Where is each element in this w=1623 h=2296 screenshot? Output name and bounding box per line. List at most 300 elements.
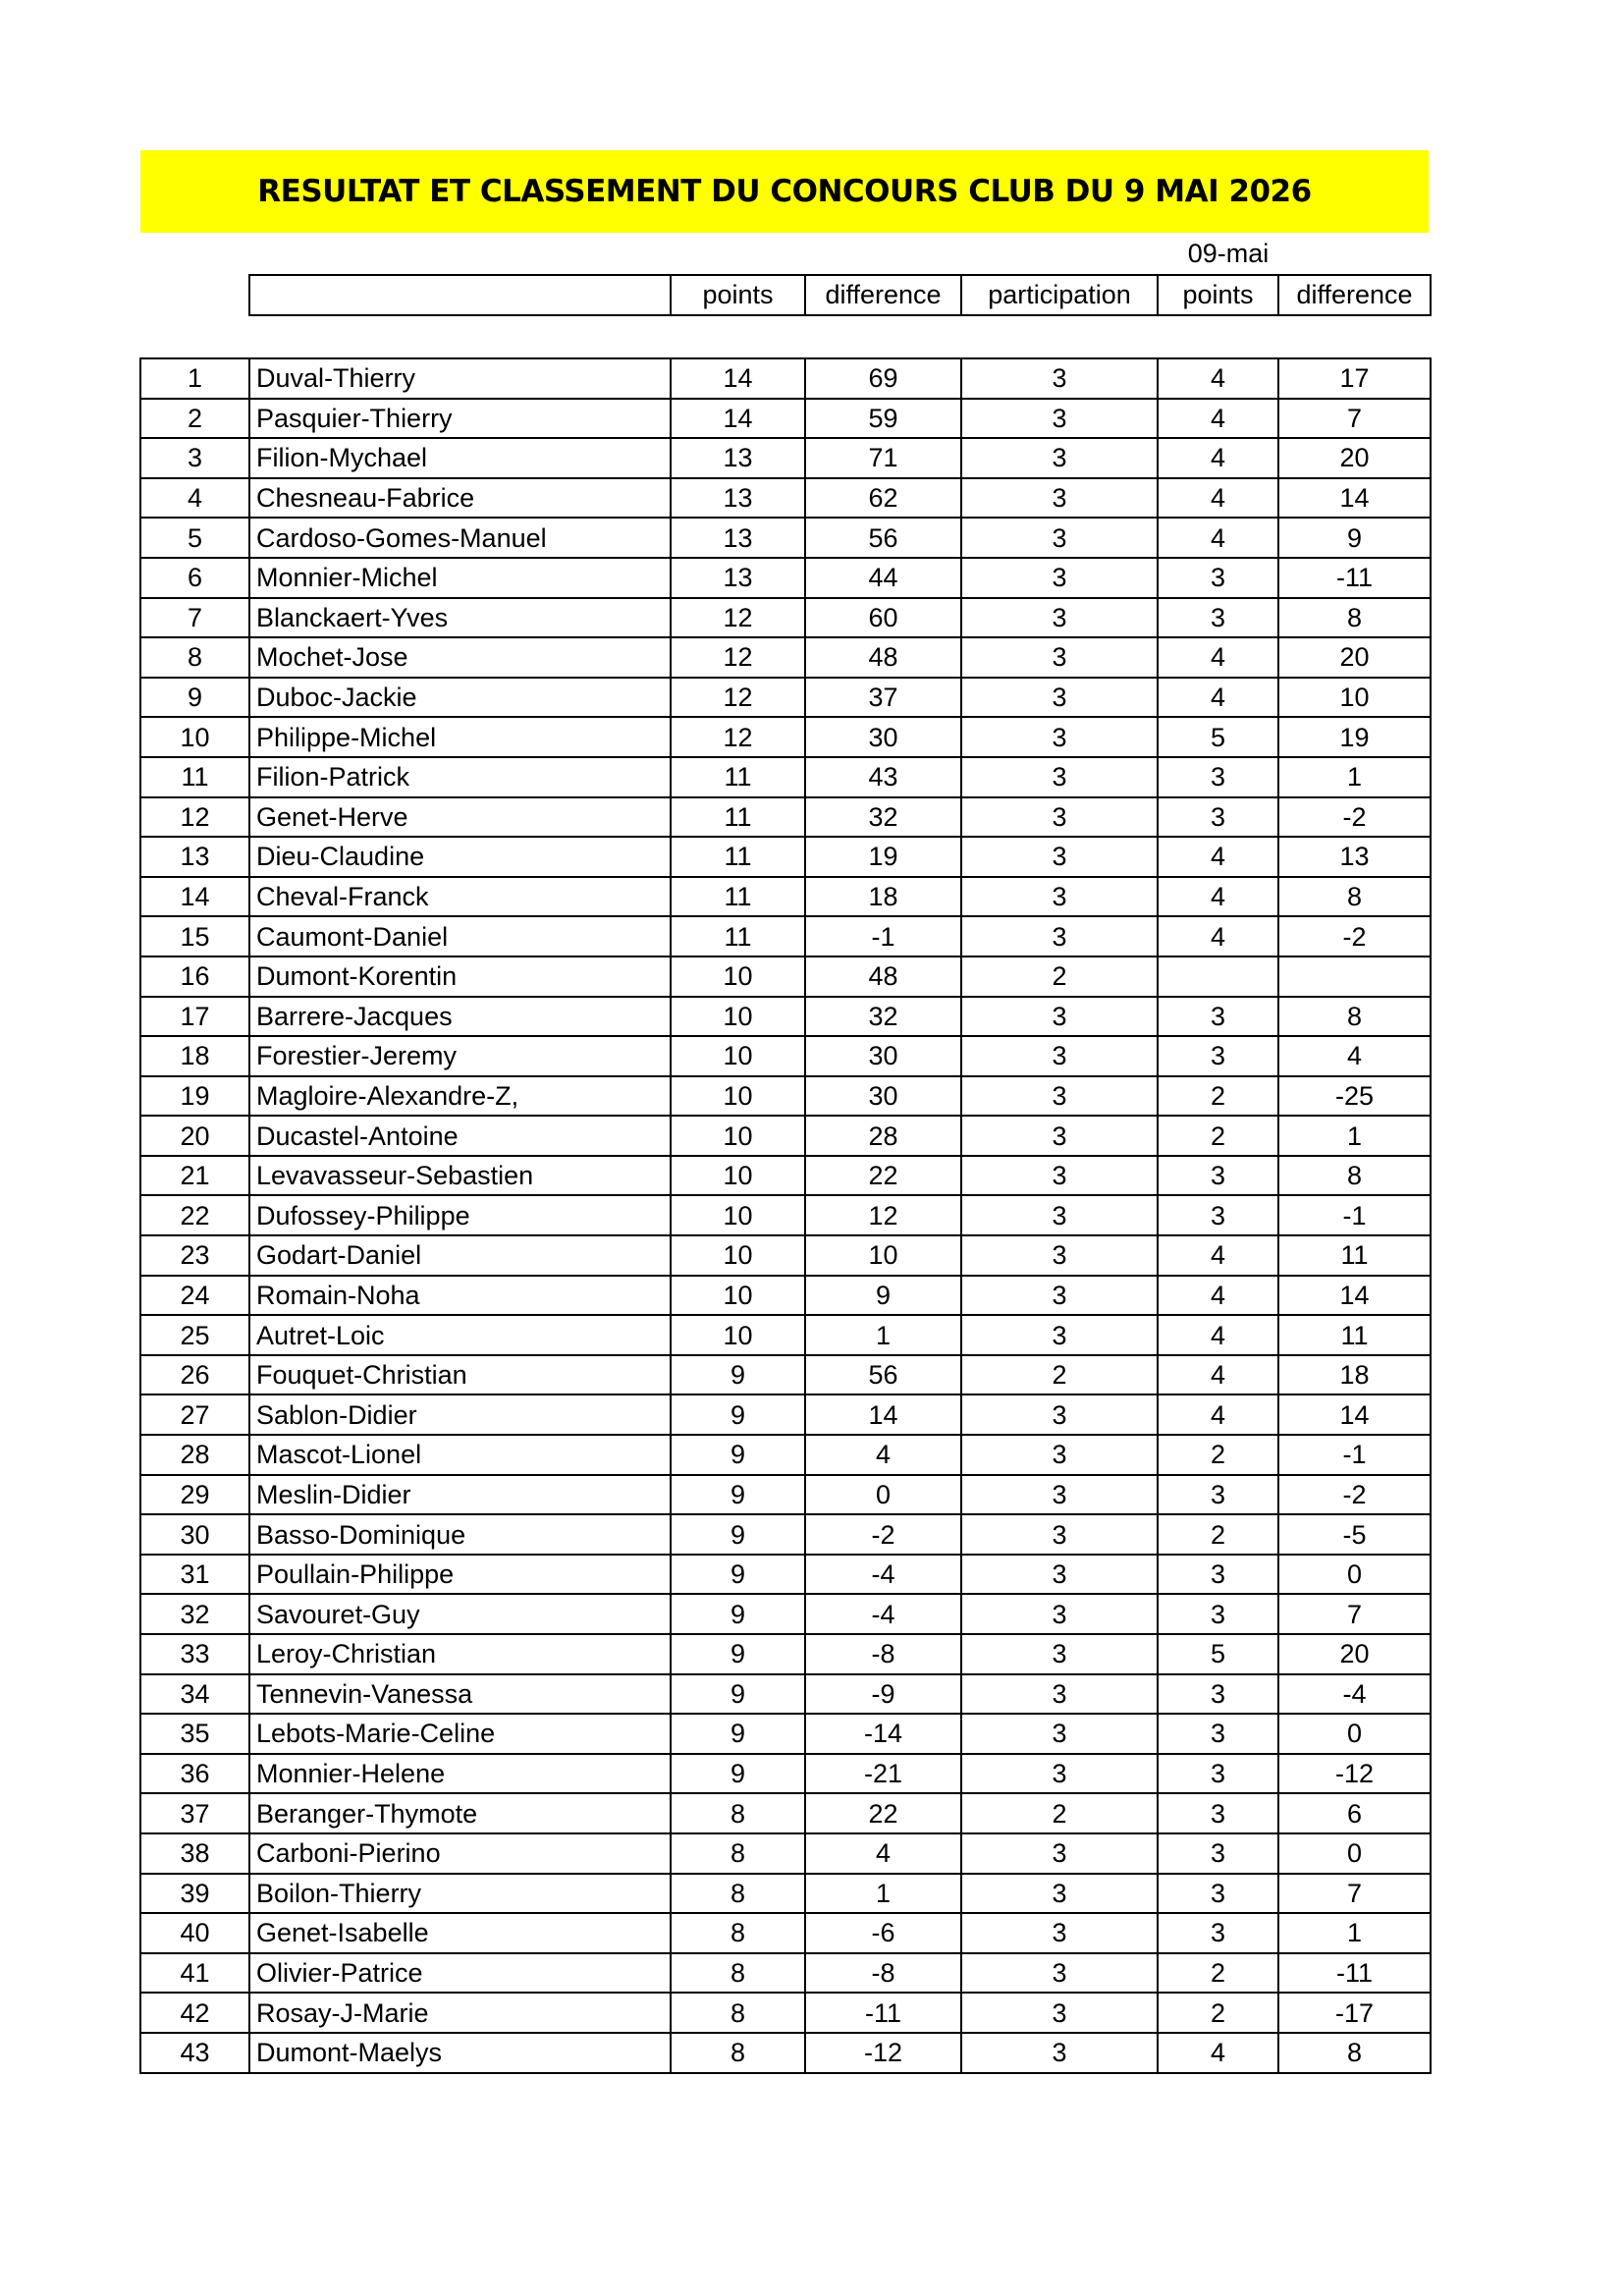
- participation-cell: 3: [961, 1634, 1158, 1674]
- rank-cell: 38: [140, 1833, 249, 1874]
- participation-cell: 3: [961, 757, 1158, 797]
- table-row: [140, 438, 1431, 478]
- day-points-cell: 4: [1158, 518, 1278, 558]
- day-difference-cell: 20: [1278, 637, 1431, 678]
- table-row: [140, 1156, 1431, 1196]
- day-points-cell: 3: [1158, 1036, 1278, 1076]
- difference-cell: -11: [805, 1993, 961, 2033]
- day-points-cell: 3: [1158, 1195, 1278, 1235]
- difference-cell: -21: [805, 1754, 961, 1794]
- table-row: [140, 1833, 1431, 1874]
- difference-cell: -6: [805, 1913, 961, 1953]
- table-row: [140, 1195, 1431, 1235]
- day-points-cell: 3: [1158, 1475, 1278, 1515]
- difference-cell: 18: [805, 877, 961, 917]
- player-name-cell: Pasquier-Thierry: [249, 399, 671, 439]
- difference-cell: 22: [805, 1793, 961, 1833]
- rank-cell: 10: [140, 717, 249, 757]
- day-difference-cell: -2: [1278, 916, 1431, 957]
- player-name-cell: Sablon-Didier: [249, 1394, 671, 1435]
- difference-cell: 1: [805, 1874, 961, 1914]
- rank-cell: 42: [140, 1993, 249, 2033]
- rank-cell: 24: [140, 1276, 249, 1316]
- points-cell: 9: [671, 1514, 805, 1555]
- table-row: [140, 1714, 1431, 1754]
- day-points-cell: 2: [1158, 1514, 1278, 1555]
- player-name-cell: Dumont-Korentin: [249, 957, 671, 997]
- table-row: [140, 1076, 1431, 1117]
- day-difference-cell: 0: [1278, 1555, 1431, 1595]
- participation-cell: 3: [961, 1674, 1158, 1715]
- player-name-cell: Barrere-Jacques: [249, 997, 671, 1037]
- rank-cell: 22: [140, 1195, 249, 1235]
- difference-cell: -9: [805, 1674, 961, 1715]
- day-difference-cell: 7: [1278, 399, 1431, 439]
- player-name-cell: Philippe-Michel: [249, 717, 671, 757]
- points-cell: 10: [671, 1235, 805, 1276]
- points-cell: 9: [671, 1634, 805, 1674]
- points-cell: 10: [671, 1036, 805, 1076]
- table-row: [140, 1276, 1431, 1316]
- player-name-cell: Autret-Loic: [249, 1315, 671, 1355]
- points-cell: 9: [671, 1754, 805, 1794]
- points-cell: 9: [671, 1714, 805, 1754]
- points-cell: 8: [671, 1793, 805, 1833]
- participation-cell: 3: [961, 1594, 1158, 1634]
- day-points-cell: 3: [1158, 1913, 1278, 1953]
- rank-cell: 43: [140, 2033, 249, 2073]
- day-difference-cell: 1: [1278, 1913, 1431, 1953]
- participation-cell: 2: [961, 957, 1158, 997]
- table-row: [140, 837, 1431, 877]
- day-difference-cell: -11: [1278, 558, 1431, 598]
- points-cell: 10: [671, 1276, 805, 1316]
- table-row: [140, 1355, 1431, 1395]
- participation-cell: 2: [961, 1355, 1158, 1395]
- player-name-cell: Ducastel-Antoine: [249, 1116, 671, 1156]
- day-difference-cell: 11: [1278, 1315, 1431, 1355]
- participation-cell: 3: [961, 637, 1158, 678]
- difference-cell: 56: [805, 518, 961, 558]
- table-row: [140, 1594, 1431, 1634]
- player-name-cell: Dumont-Maelys: [249, 2033, 671, 2073]
- day-difference-cell: 1: [1278, 1116, 1431, 1156]
- day-difference-cell: 20: [1278, 1634, 1431, 1674]
- points-cell: 12: [671, 717, 805, 757]
- table-row: [140, 2033, 1431, 2073]
- player-name-cell: Basso-Dominique: [249, 1514, 671, 1555]
- player-name-cell: Romain-Noha: [249, 1276, 671, 1316]
- day-points-cell: 2: [1158, 1435, 1278, 1475]
- table-row: [140, 1793, 1431, 1833]
- day-points-cell: 4: [1158, 1315, 1278, 1355]
- player-name-cell: Caumont-Daniel: [249, 916, 671, 957]
- day-difference-cell: 8: [1278, 1156, 1431, 1196]
- participation-cell: 3: [961, 837, 1158, 877]
- difference-cell: 4: [805, 1435, 961, 1475]
- player-name-cell: Monnier-Helene: [249, 1754, 671, 1794]
- points-cell: 9: [671, 1555, 805, 1595]
- day-difference-cell: 8: [1278, 877, 1431, 917]
- day-points-cell: 3: [1158, 1754, 1278, 1794]
- day-points-cell: 3: [1158, 1156, 1278, 1196]
- difference-cell: -4: [805, 1594, 961, 1634]
- player-name-cell: Mochet-Jose: [249, 637, 671, 678]
- player-name-cell: Cardoso-Gomes-Manuel: [249, 518, 671, 558]
- rank-cell: 39: [140, 1874, 249, 1914]
- header-difference: difference: [805, 275, 961, 315]
- table-row: [140, 1514, 1431, 1555]
- difference-cell: 69: [805, 358, 961, 399]
- rank-cell: 17: [140, 997, 249, 1037]
- difference-cell: 56: [805, 1355, 961, 1395]
- day-points-cell: 3: [1158, 1874, 1278, 1914]
- table-row: [140, 598, 1431, 638]
- day-difference-cell: 11: [1278, 1235, 1431, 1276]
- day-points-cell: 4: [1158, 399, 1278, 439]
- difference-cell: 19: [805, 837, 961, 877]
- difference-cell: -1: [805, 916, 961, 957]
- participation-cell: 3: [961, 1235, 1158, 1276]
- day-difference-cell: [1278, 957, 1431, 997]
- day-points-cell: 3: [1158, 997, 1278, 1037]
- points-cell: 10: [671, 1076, 805, 1117]
- day-points-cell: [1158, 957, 1278, 997]
- player-name-cell: Filion-Mychael: [249, 438, 671, 478]
- rank-cell: 33: [140, 1634, 249, 1674]
- difference-cell: 30: [805, 1076, 961, 1117]
- day-points-cell: 4: [1158, 358, 1278, 399]
- participation-cell: 3: [961, 916, 1158, 957]
- rank-cell: 12: [140, 797, 249, 838]
- player-name-cell: Forestier-Jeremy: [249, 1036, 671, 1076]
- rank-cell: 28: [140, 1435, 249, 1475]
- rank-cell: 30: [140, 1514, 249, 1555]
- rank-cell: 1: [140, 358, 249, 399]
- player-name-cell: Poullain-Philippe: [249, 1555, 671, 1595]
- player-name-cell: Godart-Daniel: [249, 1235, 671, 1276]
- day-difference-cell: 19: [1278, 717, 1431, 757]
- difference-cell: 12: [805, 1195, 961, 1235]
- table-row: [140, 1634, 1431, 1674]
- participation-cell: 3: [961, 1953, 1158, 1994]
- day-points-cell: 4: [1158, 1355, 1278, 1395]
- participation-cell: 3: [961, 678, 1158, 718]
- day-points-cell: 2: [1158, 1953, 1278, 1994]
- day-difference-cell: -2: [1278, 797, 1431, 838]
- column-header-table: [248, 274, 1432, 316]
- player-name-cell: Chesneau-Fabrice: [249, 478, 671, 519]
- table-row: [140, 877, 1431, 917]
- day-points-cell: 3: [1158, 1714, 1278, 1754]
- day-points-cell: 2: [1158, 1076, 1278, 1117]
- header-participation: participation: [961, 275, 1158, 315]
- difference-cell: 1: [805, 1315, 961, 1355]
- difference-cell: 48: [805, 957, 961, 997]
- points-cell: 8: [671, 1874, 805, 1914]
- rank-cell: 2: [140, 399, 249, 439]
- difference-cell: 32: [805, 997, 961, 1037]
- points-cell: 10: [671, 997, 805, 1037]
- rank-cell: 18: [140, 1036, 249, 1076]
- points-cell: 10: [671, 1195, 805, 1235]
- table-row: [140, 1754, 1431, 1794]
- day-difference-cell: 4: [1278, 1036, 1431, 1076]
- table-row: [140, 757, 1431, 797]
- difference-cell: 37: [805, 678, 961, 718]
- participation-cell: 3: [961, 1555, 1158, 1595]
- difference-cell: 71: [805, 438, 961, 478]
- points-cell: 11: [671, 837, 805, 877]
- points-cell: 10: [671, 1156, 805, 1196]
- day-difference-cell: 7: [1278, 1594, 1431, 1634]
- rank-cell: 5: [140, 518, 249, 558]
- day-difference-cell: 10: [1278, 678, 1431, 718]
- table-row: [140, 1953, 1431, 1994]
- points-cell: 9: [671, 1394, 805, 1435]
- rank-cell: 6: [140, 558, 249, 598]
- player-name-cell: Blanckaert-Yves: [249, 598, 671, 638]
- table-row: [140, 717, 1431, 757]
- day-difference-cell: -1: [1278, 1435, 1431, 1475]
- difference-cell: -2: [805, 1514, 961, 1555]
- points-cell: 10: [671, 957, 805, 997]
- player-name-cell: Leroy-Christian: [249, 1634, 671, 1674]
- day-points-cell: 3: [1158, 1555, 1278, 1595]
- participation-cell: 3: [961, 399, 1158, 439]
- player-name-cell: Beranger-Thymote: [249, 1793, 671, 1833]
- difference-cell: 14: [805, 1394, 961, 1435]
- day-points-cell: 3: [1158, 558, 1278, 598]
- points-cell: 12: [671, 637, 805, 678]
- points-cell: 12: [671, 678, 805, 718]
- day-difference-cell: 9: [1278, 518, 1431, 558]
- participation-cell: 3: [961, 518, 1158, 558]
- difference-cell: 22: [805, 1156, 961, 1196]
- day-points-cell: 4: [1158, 1276, 1278, 1316]
- day-points-cell: 2: [1158, 1993, 1278, 2033]
- day-difference-cell: 14: [1278, 1276, 1431, 1316]
- points-cell: 9: [671, 1355, 805, 1395]
- table-row: [140, 1116, 1431, 1156]
- rank-cell: 20: [140, 1116, 249, 1156]
- rank-cell: 41: [140, 1953, 249, 1994]
- points-cell: 9: [671, 1674, 805, 1715]
- difference-cell: 4: [805, 1833, 961, 1874]
- rank-cell: 37: [140, 1793, 249, 1833]
- points-cell: 13: [671, 518, 805, 558]
- header-day-difference: difference: [1278, 275, 1431, 315]
- table-row: [140, 1435, 1431, 1475]
- participation-cell: 3: [961, 438, 1158, 478]
- table-row: [140, 358, 1431, 399]
- rank-cell: 14: [140, 877, 249, 917]
- difference-cell: -8: [805, 1634, 961, 1674]
- points-cell: 9: [671, 1475, 805, 1515]
- difference-cell: 30: [805, 717, 961, 757]
- rank-cell: 27: [140, 1394, 249, 1435]
- points-cell: 13: [671, 558, 805, 598]
- participation-cell: 3: [961, 478, 1158, 519]
- player-name-cell: Savouret-Guy: [249, 1594, 671, 1634]
- day-difference-cell: 0: [1278, 1833, 1431, 1874]
- player-name-cell: Tennevin-Vanessa: [249, 1674, 671, 1715]
- table-row: [140, 1394, 1431, 1435]
- rank-cell: 21: [140, 1156, 249, 1196]
- day-points-cell: 3: [1158, 1674, 1278, 1715]
- participation-cell: 3: [961, 1833, 1158, 1874]
- table-row: [140, 1874, 1431, 1914]
- difference-cell: -8: [805, 1953, 961, 1994]
- header-points: points: [671, 275, 805, 315]
- player-name-cell: Monnier-Michel: [249, 558, 671, 598]
- participation-cell: 3: [961, 997, 1158, 1037]
- points-cell: 13: [671, 478, 805, 519]
- day-difference-cell: 17: [1278, 358, 1431, 399]
- rank-cell: 35: [140, 1714, 249, 1754]
- participation-cell: 3: [961, 1714, 1158, 1754]
- day-difference-cell: 14: [1278, 1394, 1431, 1435]
- points-cell: 8: [671, 1993, 805, 2033]
- difference-cell: -14: [805, 1714, 961, 1754]
- points-cell: 8: [671, 1953, 805, 1994]
- rank-cell: 16: [140, 957, 249, 997]
- rank-cell: 8: [140, 637, 249, 678]
- participation-cell: 3: [961, 1195, 1158, 1235]
- day-difference-cell: 20: [1278, 438, 1431, 478]
- day-points-cell: 4: [1158, 877, 1278, 917]
- rank-cell: 7: [140, 598, 249, 638]
- day-difference-cell: -12: [1278, 1754, 1431, 1794]
- rank-cell: 26: [140, 1355, 249, 1395]
- day-points-cell: 3: [1158, 1793, 1278, 1833]
- table-row: [140, 797, 1431, 838]
- table-row: [140, 1475, 1431, 1515]
- player-name-cell: Fouquet-Christian: [249, 1355, 671, 1395]
- points-cell: 14: [671, 358, 805, 399]
- player-name-cell: Rosay-J-Marie: [249, 1993, 671, 2033]
- day-points-cell: 4: [1158, 678, 1278, 718]
- points-cell: 8: [671, 1833, 805, 1874]
- participation-cell: 3: [961, 1475, 1158, 1515]
- difference-cell: 43: [805, 757, 961, 797]
- points-cell: 11: [671, 797, 805, 838]
- table-row: [140, 1555, 1431, 1595]
- participation-cell: 3: [961, 1156, 1158, 1196]
- participation-cell: 2: [961, 1793, 1158, 1833]
- title-banner: [140, 150, 1429, 233]
- player-name-cell: Genet-Isabelle: [249, 1913, 671, 1953]
- participation-cell: 3: [961, 1435, 1158, 1475]
- table-row: [140, 997, 1431, 1037]
- day-difference-cell: -5: [1278, 1514, 1431, 1555]
- table-row: [140, 637, 1431, 678]
- header-row: [249, 275, 1431, 315]
- rank-cell: 25: [140, 1315, 249, 1355]
- day-difference-cell: 8: [1278, 997, 1431, 1037]
- day-points-cell: 4: [1158, 837, 1278, 877]
- ranking-table: [139, 357, 1432, 2074]
- participation-cell: 3: [961, 1514, 1158, 1555]
- table-row: [140, 1913, 1431, 1953]
- rank-cell: 9: [140, 678, 249, 718]
- participation-cell: 3: [961, 877, 1158, 917]
- day-difference-cell: 8: [1278, 598, 1431, 638]
- table-row: [140, 1993, 1431, 2033]
- rank-cell: 36: [140, 1754, 249, 1794]
- player-name-cell: Mascot-Lionel: [249, 1435, 671, 1475]
- header-name: [249, 275, 671, 315]
- rank-cell: 34: [140, 1674, 249, 1715]
- rank-cell: 31: [140, 1555, 249, 1595]
- participation-cell: 3: [961, 1076, 1158, 1117]
- table-row: [140, 558, 1431, 598]
- day-points-cell: 3: [1158, 797, 1278, 838]
- day-points-cell: 3: [1158, 1833, 1278, 1874]
- day-difference-cell: 18: [1278, 1355, 1431, 1395]
- header-day-points: points: [1158, 275, 1278, 315]
- player-name-cell: Lebots-Marie-Celine: [249, 1714, 671, 1754]
- participation-cell: 3: [961, 1315, 1158, 1355]
- rank-cell: 15: [140, 916, 249, 957]
- day-points-cell: 3: [1158, 757, 1278, 797]
- participation-cell: 3: [961, 1993, 1158, 2033]
- date-label: 09-mai: [1187, 239, 1270, 268]
- day-points-cell: 2: [1158, 1116, 1278, 1156]
- difference-cell: -4: [805, 1555, 961, 1595]
- table-row: [140, 957, 1431, 997]
- difference-cell: 62: [805, 478, 961, 519]
- day-points-cell: 4: [1158, 478, 1278, 519]
- player-name-cell: Levavasseur-Sebastien: [249, 1156, 671, 1196]
- day-difference-cell: -25: [1278, 1076, 1431, 1117]
- points-cell: 11: [671, 877, 805, 917]
- points-cell: 8: [671, 1913, 805, 1953]
- table-row: [140, 1235, 1431, 1276]
- table-row: [140, 678, 1431, 718]
- player-name-cell: Dieu-Claudine: [249, 837, 671, 877]
- points-cell: 12: [671, 598, 805, 638]
- points-cell: 13: [671, 438, 805, 478]
- rank-cell: 40: [140, 1913, 249, 1953]
- participation-cell: 3: [961, 1036, 1158, 1076]
- points-cell: 11: [671, 757, 805, 797]
- day-difference-cell: 13: [1278, 837, 1431, 877]
- day-difference-cell: -4: [1278, 1674, 1431, 1715]
- day-points-cell: 5: [1158, 1634, 1278, 1674]
- ranking-body: [140, 358, 1431, 2073]
- participation-cell: 3: [961, 598, 1158, 638]
- table-row: [140, 399, 1431, 439]
- player-name-cell: Meslin-Didier: [249, 1475, 671, 1515]
- participation-cell: 3: [961, 1276, 1158, 1316]
- difference-cell: 9: [805, 1276, 961, 1316]
- rank-cell: 19: [140, 1076, 249, 1117]
- page-title: RESULTAT ET CLASSEMENT DU CONCOURS CLUB DU 9 MAI 2026: [257, 174, 1312, 209]
- day-points-cell: 4: [1158, 1394, 1278, 1435]
- day-points-cell: 5: [1158, 717, 1278, 757]
- rank-cell: 4: [140, 478, 249, 519]
- player-name-cell: Boilon-Thierry: [249, 1874, 671, 1914]
- day-points-cell: 4: [1158, 637, 1278, 678]
- difference-cell: 44: [805, 558, 961, 598]
- participation-cell: 3: [961, 1116, 1158, 1156]
- difference-cell: 48: [805, 637, 961, 678]
- difference-cell: 59: [805, 399, 961, 439]
- participation-cell: 3: [961, 1913, 1158, 1953]
- rank-cell: 23: [140, 1235, 249, 1276]
- points-cell: 14: [671, 399, 805, 439]
